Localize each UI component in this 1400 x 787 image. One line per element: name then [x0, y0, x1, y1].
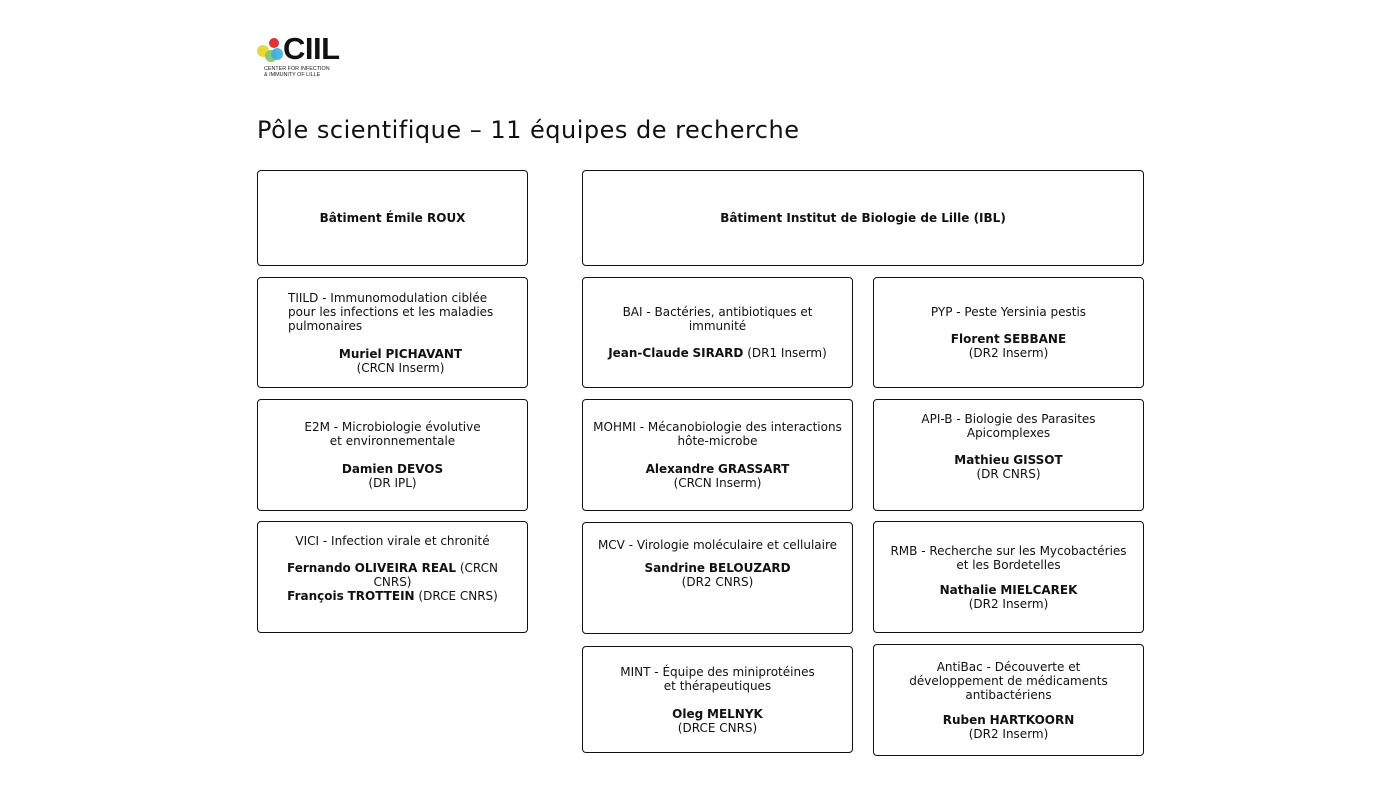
building-ibl-box [582, 170, 1144, 266]
leader-last-name: GISSOT [1013, 453, 1063, 467]
team-leader [646, 462, 790, 476]
team-box-rmb [873, 521, 1144, 633]
team-leader [608, 346, 827, 360]
team-box-tiild [257, 277, 528, 388]
leader-first-name: Alexandre [645, 462, 715, 476]
leader-role: (CRCN Inserm) [673, 476, 762, 490]
logo-subtitle [264, 66, 364, 78]
leader-role: (DR1 Inserm) [747, 346, 827, 360]
leader-last-name: PICHAVANT [385, 346, 463, 361]
leader-last-name: TROTTEIN [347, 589, 415, 603]
team-leader [644, 561, 790, 575]
team-name: E2M - Microbiologie évolutive et environnementale [304, 420, 481, 448]
building-roux-label: Bâtiment Émile ROUX [319, 211, 466, 225]
leader-first-name: Muriel [338, 346, 382, 361]
page-title: Pôle scientifique – 11 équipes de recherche [257, 116, 800, 144]
team-leader [951, 332, 1066, 346]
team-box-pyp [873, 277, 1144, 388]
leader-last-name: MELNYK [707, 706, 763, 721]
leader-first-name: Nathalie [939, 582, 997, 597]
leader-role: (DRCE CNRS) [677, 720, 758, 735]
leader-first-name: François [287, 589, 344, 603]
leader-role: (DRCE CNRS) [418, 589, 498, 603]
team-box-mohmi [582, 399, 853, 511]
leader-last-name: HARTKOORN [989, 712, 1075, 727]
leader-last-name: BELOUZARD [708, 561, 791, 575]
leader-first-name: Fernando [287, 561, 351, 575]
logo-subtitle-line1: CENTER FOR INFECTION [264, 66, 330, 72]
team-box-mcv [582, 522, 853, 634]
leader-last-name: SEBBANE [1003, 332, 1067, 346]
team-box-e2m [257, 399, 528, 511]
team-leader [954, 453, 1062, 467]
leader-role: (DR2 Inserm) [968, 596, 1049, 611]
logo-wordmark: CIIL [283, 31, 340, 66]
building-ibl-label: Bâtiment Institut de Biologie de Lille (IBL) [720, 211, 1006, 225]
building-roux-box [257, 170, 528, 266]
team-name: BAI - Bactéries, antibiotiques et immunité [622, 305, 813, 333]
team-name: RMB - Recherche sur les Mycobactéries et les Bordetelles [890, 543, 1127, 572]
team-box-bai [582, 277, 853, 388]
team-name: MINT - Équipe des miniprotéines et thérapeutiques [620, 664, 815, 693]
team-name: VICI - Infection virale et chronité [295, 534, 490, 548]
leader-first-name: Ruben [942, 712, 986, 727]
leader-first-name: Sandrine [644, 561, 706, 575]
team-box-mint [582, 646, 853, 753]
leader-first-name: Mathieu [954, 453, 1010, 467]
leader-last-name: MIELCAREK [1000, 582, 1078, 597]
leader-last-name: GRASSART [718, 462, 790, 476]
team-leader [943, 713, 1075, 727]
team-name: TIILD - Immunomodulation ciblée pour les infections et les maladies pulmonaires [288, 290, 494, 333]
leader-last-name: OLIVEIRA REAL [354, 561, 456, 575]
leader-first-name: Oleg [672, 706, 704, 721]
leader-role: (DR IPL) [368, 476, 417, 490]
team-name: AntiBac - Découverte et développement de médicaments antibactériens [909, 659, 1108, 702]
leader-role: (DR2 CNRS) [681, 575, 754, 589]
team-leader-1 [270, 561, 515, 589]
team-name: PYP - Peste Yersinia pestis [930, 305, 1087, 319]
leader-role: (DR CNRS) [976, 467, 1041, 481]
team-name: MOHMI - Mécanobiologie des interactions hôte-microbe [593, 420, 842, 448]
team-box-antibac [873, 644, 1144, 756]
leader-last-name: DEVOS [397, 462, 444, 476]
leader-role: (CRCN CNRS) [373, 561, 498, 589]
team-leader [339, 347, 462, 361]
team-box-vici [257, 521, 528, 633]
team-leader [940, 583, 1078, 597]
team-name: API-B - Biologie des Parasites Apicomplexes [921, 412, 1096, 440]
leader-last-name: SIRARD [692, 346, 744, 360]
team-leader [342, 462, 443, 476]
team-name: MCV - Virologie moléculaire et cellulaire [597, 538, 838, 552]
logo-subtitle-line2: & IMMUNITY OF LILLE [264, 72, 321, 78]
leader-role: (CRCN Inserm) [356, 360, 445, 375]
team-box-apib [873, 399, 1144, 511]
leader-role: (DR2 Inserm) [968, 346, 1049, 360]
leader-first-name: Jean-Claude [608, 346, 689, 360]
leader-first-name: Florent [950, 332, 1000, 346]
team-leader [672, 707, 763, 721]
leader-first-name: Damien [341, 462, 394, 476]
team-leader-2 [287, 589, 498, 603]
ciil-logo [257, 31, 357, 80]
leader-role: (DR2 Inserm) [968, 726, 1049, 741]
